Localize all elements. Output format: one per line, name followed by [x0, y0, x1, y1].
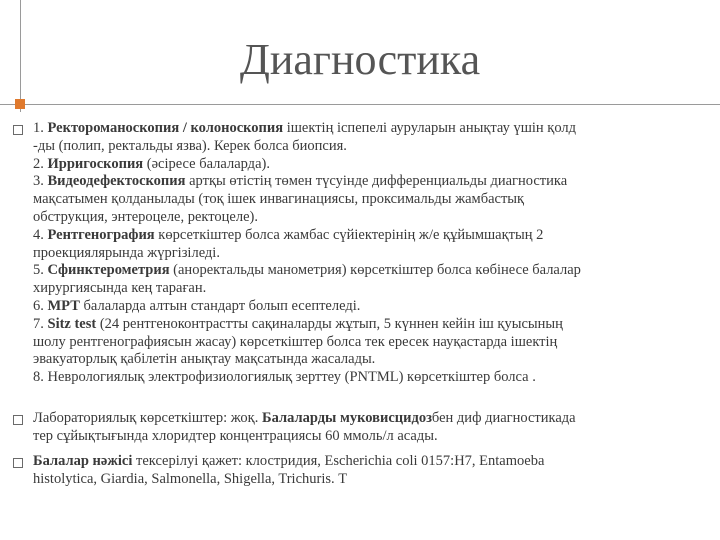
text-run: хирургиясында кең тараған. [33, 280, 207, 297]
bold-text-run: Рентгенография [47, 226, 155, 243]
text-run: 4. [33, 226, 48, 243]
bullet-line [33, 156, 713, 174]
text-run: 7. [33, 315, 48, 332]
bold-text-run: Ирригоскопия [47, 155, 144, 172]
hollow-square-bullet-icon [13, 125, 23, 135]
bullet-line [33, 428, 713, 446]
hollow-square-bullet-icon [13, 415, 23, 425]
bullet-line [33, 120, 713, 138]
bullet-text [33, 410, 713, 446]
bullet-line [33, 138, 713, 156]
horizontal-rule [0, 104, 720, 105]
text-run: -ды (полип, ректальды язва). Керек болса биопсия. [33, 137, 347, 154]
bullet-line [33, 280, 713, 298]
bold-text-run: Видеодефектоскопия [47, 173, 186, 190]
text-run: (24 рентгеноконтрастты сақиналарды жұтып, 5 күннен кейін іш қуысының [96, 315, 563, 332]
bold-text-run: Сфинктерометрия [47, 262, 170, 279]
text-run: тер сұйықтығында хлоридтер концентрациясы 60 ммоль/л асады. [33, 427, 438, 444]
text-run: шолу рентгенографиясын жасау) көрсеткіштер болса тек ересек науқастарда ішектің [33, 333, 558, 350]
bullet-line [33, 316, 713, 334]
slide-title: Диагностика [239, 35, 481, 84]
text-run: 3. [33, 173, 48, 190]
text-run: эвакуаторлық қабілетін анықтау мақсатында жасалады. [33, 351, 376, 368]
bold-text-run: Балаларды муковисцидоз [261, 410, 432, 426]
bullet-line [33, 245, 713, 263]
text-run: Лабораториялық көрсеткіштер: жоқ. [33, 410, 262, 426]
bullet-line [33, 369, 713, 387]
bold-text-run: МРТ [47, 297, 80, 314]
text-run: 1. [33, 120, 48, 136]
bold-text-run: Sitz test [47, 315, 97, 332]
text-run: 5. [33, 262, 48, 279]
text-run: ішектің іспепелі ауруларын анықтау үшін қолд [283, 120, 576, 136]
text-run: histolytica, Giardia, Salmonella, Shigella, Trichuris. Т [33, 470, 348, 487]
bullet-line [33, 453, 713, 471]
bullet-line [33, 209, 713, 227]
bullet-text [33, 120, 713, 387]
bullet-line [33, 262, 713, 280]
text-run: артқы өтістің төмен түсуінде дифференциальды диагностика [185, 173, 568, 190]
text-run: балаларда алтын стандарт болып есептеледі. [79, 297, 361, 314]
bullet-line [33, 298, 713, 316]
bullet-line [33, 227, 713, 245]
hollow-square-bullet-icon [13, 458, 23, 468]
text-run: 8. Неврологиялық электрофизиологиялық зерттеу (PNTML) көрсеткіштер болса . [33, 369, 536, 386]
text-run: (әсіресе балаларда). [143, 155, 270, 172]
text-run: обструкция, энтероцеле, ректоцеле). [33, 208, 258, 225]
bullet-line [33, 471, 713, 489]
text-run: көрсеткіштер болса жамбас сүйіектерінің ж/е құйымшақтың 2 [154, 226, 544, 243]
text-run: 6. [33, 297, 48, 314]
bullet-text [33, 453, 713, 489]
text-run: (аноректальды манометрия) көрсеткіштер болса көбінесе балалар [169, 262, 581, 279]
text-run: мақсатымен қолданылады (тоқ ішек инвагинациясы, проксимальды жамбастық [33, 191, 525, 208]
orange-square-accent-icon [15, 99, 25, 109]
bullet-line [33, 173, 713, 191]
text-run: тексерілуі қажет: клостридия, Escherichia coli 0157:H7, Entamoeba [132, 453, 545, 469]
bullet-line [33, 191, 713, 209]
bold-text-run: Балалар нәжісі [33, 453, 133, 469]
bullet-line [33, 334, 713, 352]
bullet-line [33, 410, 713, 428]
bullet-line [33, 351, 713, 369]
text-run: бен диф диагностикада [431, 410, 576, 426]
text-run: 2. [33, 155, 48, 172]
bold-text-run: Ректороманоскопия / колоноскопия [47, 120, 284, 136]
text-run: проекциялярында жүргізіледі. [33, 244, 220, 261]
